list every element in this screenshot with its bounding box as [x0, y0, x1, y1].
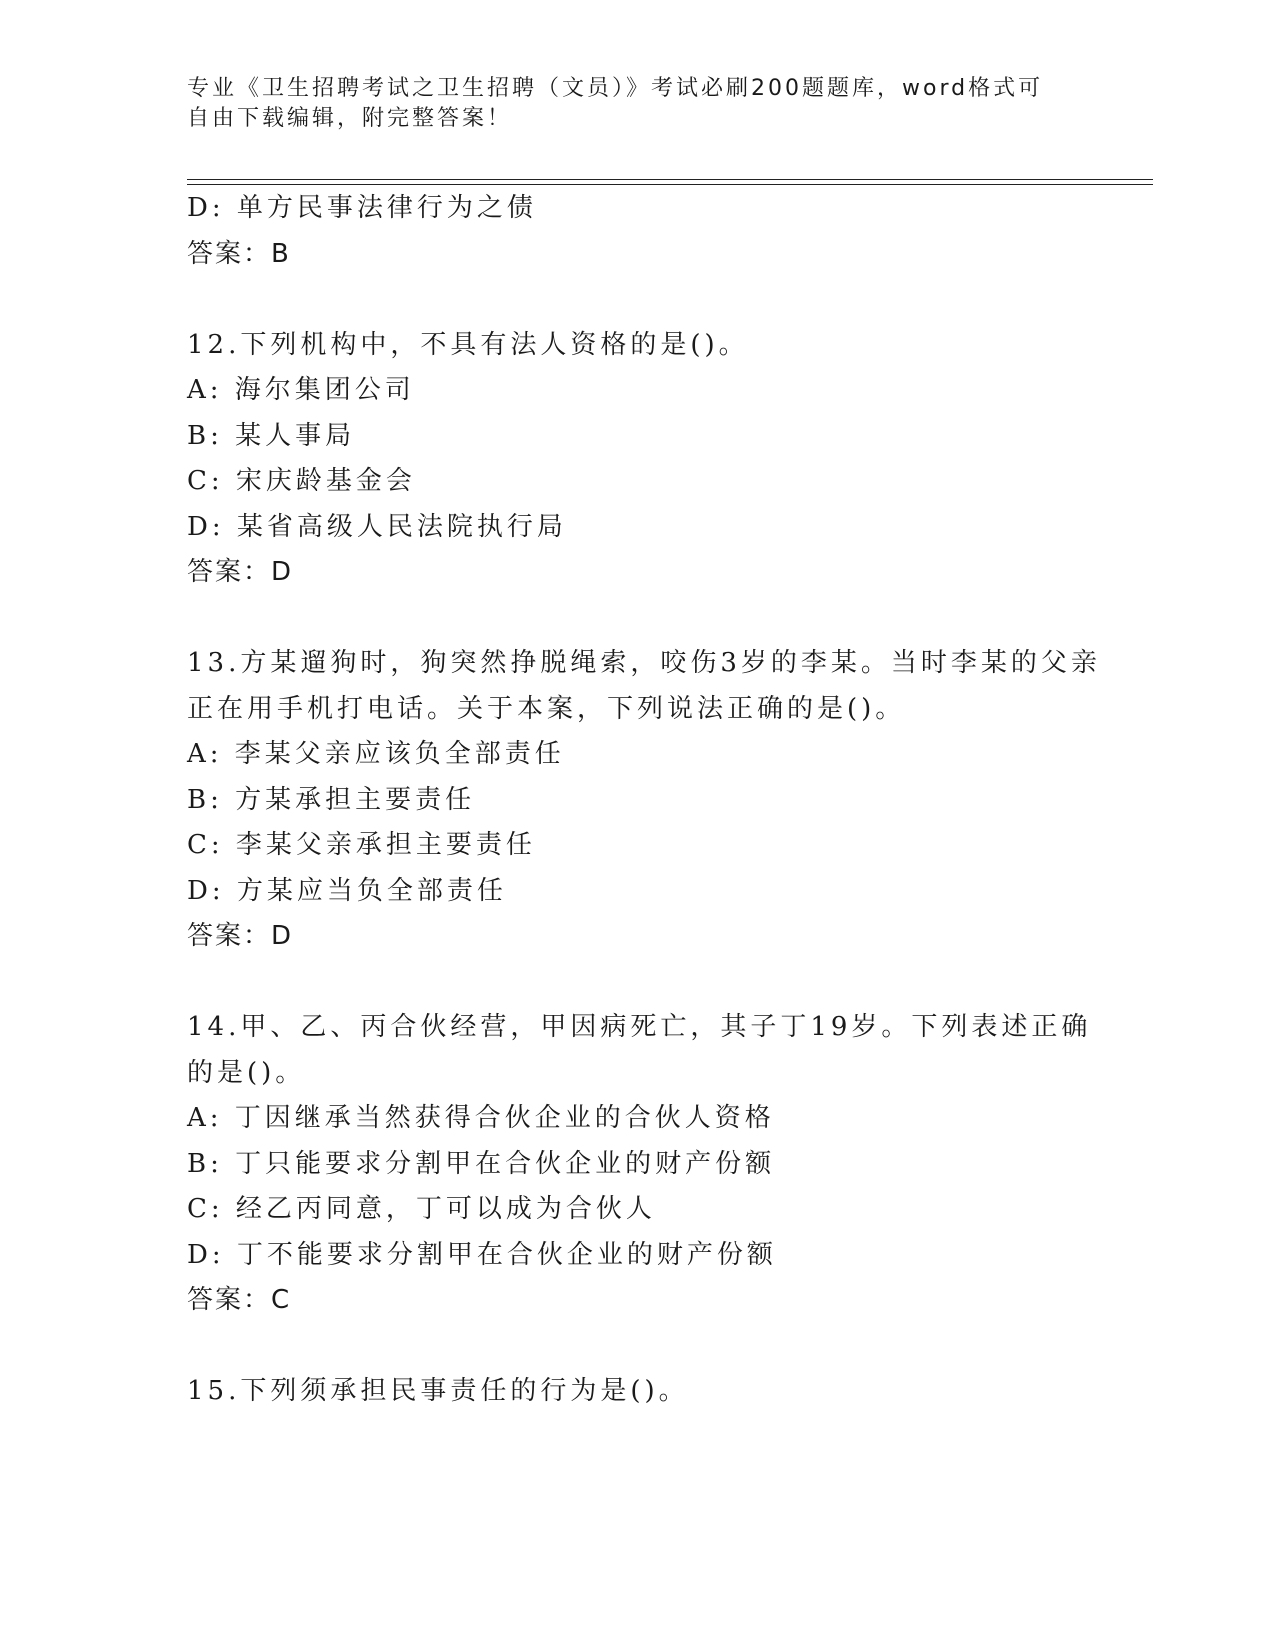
option-b: B: 方某承担主要责任 [187, 784, 476, 815]
question-stem-line-1: 13.方某遛狗时，狗突然挣脱绳索，咬伤3岁的李某。当时李某的父亲 [187, 648, 1101, 678]
question-13 [187, 641, 1101, 960]
option-d: D: 方某应当负全部责任 [187, 875, 507, 906]
answer: 答案：C [187, 1285, 292, 1315]
option-c: C: 李某父亲承担主要责任 [187, 830, 536, 860]
question-15 [187, 1369, 1087, 1415]
question-14 [187, 1005, 1092, 1324]
page-header: 专业《卫生招聘考试之卫生招聘（文员）》考试必刷200题题库，word格式可自由下载编辑，附完整答案！ [187, 76, 1044, 131]
header-rule-top [187, 179, 1153, 180]
question-stem-line-2: 的是()。 [187, 1057, 306, 1088]
option-a: A: 李某父亲应该负全部责任 [187, 739, 565, 769]
option-a: A: 海尔集团公司 [187, 375, 415, 405]
option-d: D: 丁不能要求分割甲在合伙企业的财产份额 [187, 1239, 777, 1270]
option-b: B: 丁只能要求分割甲在合伙企业的财产份额 [187, 1148, 776, 1179]
option-d: D: 单方民事法律行为之债 [187, 193, 537, 223]
option-c: C: 宋庆龄基金会 [187, 466, 416, 496]
answer: 答案：D [187, 921, 294, 951]
question-list [187, 186, 1101, 1415]
answer: 答案：D [187, 557, 294, 587]
question-12 [187, 323, 1087, 596]
option-a: A: 丁因继承当然获得合伙企业的合伙人资格 [187, 1103, 775, 1133]
option-d: D: 某省高级人民法院执行局 [187, 511, 567, 542]
header-rule-bottom [187, 184, 1153, 185]
option-c: C: 经乙丙同意，丁可以成为合伙人 [187, 1194, 656, 1224]
question-stem-line-2: 正在用手机打电话。关于本案，下列说法正确的是()。 [187, 693, 906, 724]
question-stem: 15.下列须承担民事责任的行为是()。 [187, 1376, 689, 1406]
option-b: B: 某人事局 [187, 420, 356, 451]
answer: 答案：B [187, 238, 291, 269]
question-stem-line-1: 14.甲、乙、丙合伙经营，甲因病死亡，其子丁19岁。下列表述正确 [187, 1012, 1092, 1042]
question-stem: 12.下列机构中，不具有法人资格的是()。 [187, 329, 749, 360]
